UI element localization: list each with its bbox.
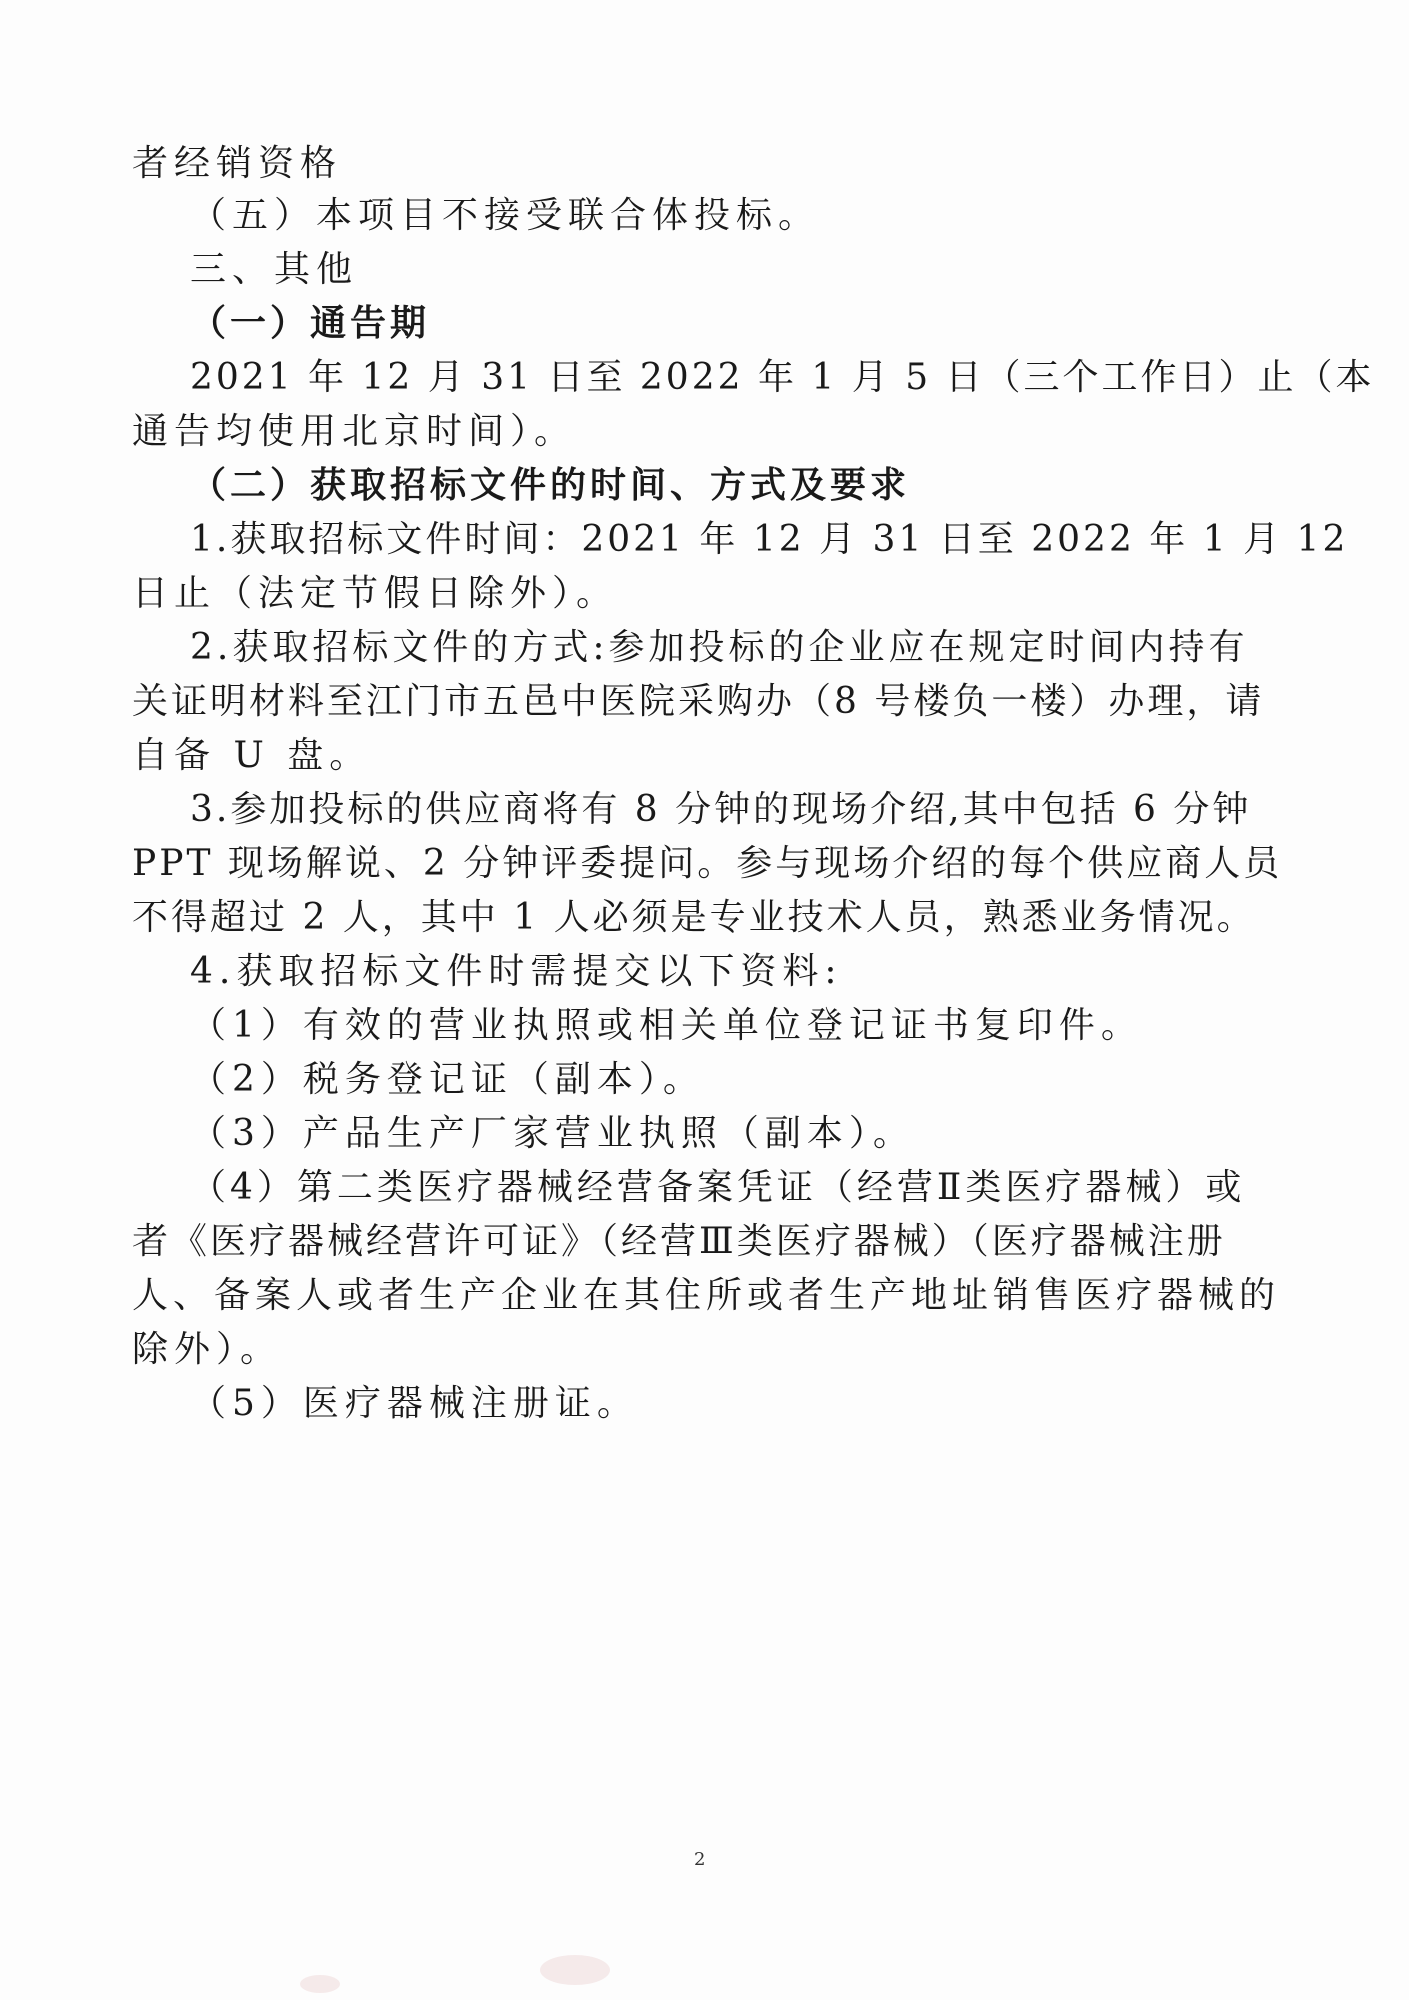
text-line-12: 自备 U 盘。 (132, 735, 372, 776)
text-line-13: 3.参加投标的供应商将有 8 分钟的现场介绍,其中包括 6 分钟 (190, 789, 1252, 830)
subheading-notice-period: （一）通告期 (190, 303, 431, 344)
text-line-15: 不得超过 2 人，其中 1 人必须是专业技术人员，熟悉业务情况。 (132, 897, 1256, 938)
text-line-5: 2021 年 12 月 31 日至 2022 年 1 月 5 日（三个工作日）止（本 (190, 357, 1375, 398)
list-item-4: （4）第二类医疗器械经营备案凭证（经营Ⅱ类医疗器械）或 (190, 1167, 1246, 1208)
scan-smudge (300, 1975, 340, 1993)
list-item-4-cont-1: 者《医疗器械经营许可证》（经营Ⅲ类医疗器械）（医疗器械注册 (132, 1221, 1226, 1262)
text-line-14: PPT 现场解说、2 分钟评委提问。参与现场介绍的每个供应商人员 (132, 843, 1283, 884)
subheading-obtain-documents: （二）获取招标文件的时间、方式及要求 (190, 465, 911, 506)
text-line-16: 4.获取招标文件时需提交以下资料: (190, 951, 843, 992)
page-number: 2 (694, 1849, 706, 1870)
text-line-2: （五）本项目不接受联合体投标。 (190, 195, 821, 236)
text-line-8: 1.获取招标文件时间：2021 年 12 月 31 日至 2022 年 1 月 12 (190, 519, 1349, 560)
list-item-4-cont-2: 人、备案人或者生产企业在其住所或者生产地址销售医疗器械的 (132, 1275, 1281, 1316)
text-line-9: 日止（法定节假日除外）。 (132, 573, 619, 614)
text-line-6: 通告均使用北京时间）。 (132, 411, 577, 452)
list-item-5: （5）医疗器械注册证。 (190, 1383, 639, 1424)
text-line-11: 关证明材料至江门市五邑中医院采购办（8 号楼负一楼）办理，请 (132, 681, 1265, 722)
section-heading-other: 三、其他 (190, 249, 359, 290)
list-item-4-cont-3: 除外）。 (132, 1329, 283, 1370)
list-item-3: （3）产品生产厂家营业执照（副本）。 (190, 1113, 915, 1154)
text-line-10: 2.获取招标文件的方式:参加投标的企业应在规定时间内持有 (190, 627, 1249, 668)
list-item-2: （2）税务登记证（副本）。 (190, 1059, 705, 1100)
list-item-1: （1）有效的营业执照或相关单位登记证书复印件。 (190, 1005, 1143, 1046)
scan-smudge (540, 1955, 610, 1985)
text-line-1: 者经销资格 (132, 143, 343, 184)
